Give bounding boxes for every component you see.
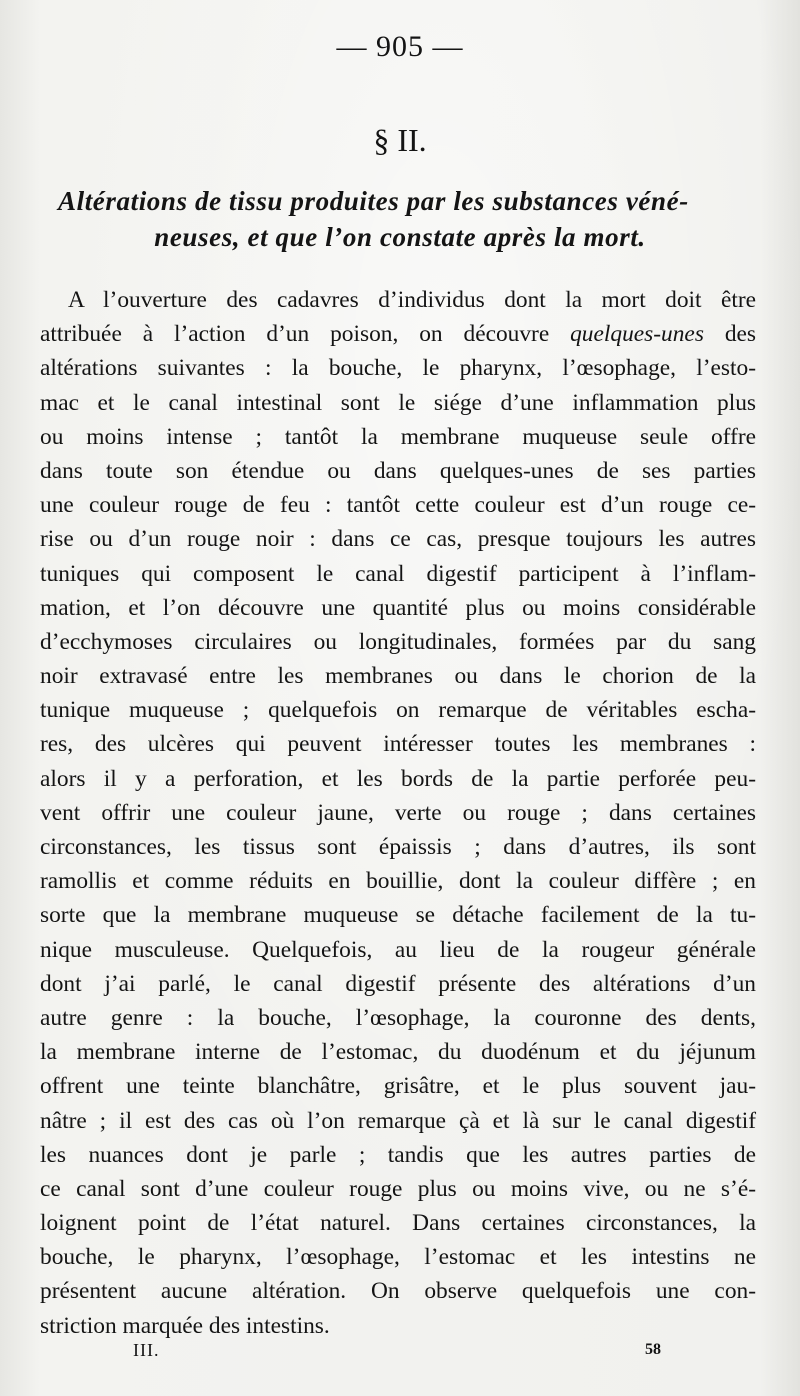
heading-line-1: Altérations de tissu produites par les substances véné- — [58, 186, 689, 216]
text-line: mation, et l’on découvre une quantité plus ou moins considérable — [40, 594, 756, 621]
text-line: d’ecchymoses circulaires ou longitudinales, formées par du sang — [40, 628, 756, 655]
text-line: ramollis et comme réduits en bouillie, dont la couleur diffère ; en — [40, 868, 756, 895]
text-line: tunique muqueuse ; quelquefois on remarque de véritables escha- — [40, 697, 756, 724]
text-line: bouche, le pharynx, l’œsophage, l’estomac et les intestins ne — [40, 1244, 756, 1271]
gathering-number: 58 — [645, 1341, 661, 1358]
text-line: sorte que la membrane muqueuse se détache facilement de la tu- — [40, 902, 756, 929]
text-line — [40, 317, 756, 351]
section-number: § II. — [373, 122, 427, 158]
text-line: ou moins intense ; tantôt la membrane muqueuse seule offre — [40, 423, 756, 450]
text-segment: attribuée à l’action d’un poison, on découvre — [40, 321, 571, 348]
text-line: vent offrir une couleur jaune, verte ou rouge ; dans certaines — [40, 799, 756, 826]
text-line: autre genre : la bouche, l’œsophage, la couronne des dents, — [40, 1004, 756, 1031]
text-line: nique musculeuse. Quelquefois, au lieu de la rougeur générale — [40, 936, 756, 963]
text-line: dans toute son étendue ou dans quelques-unes de ses parties — [40, 457, 756, 484]
text-line: altérations suivantes : la bouche, le pharynx, l’œsophage, l’esto- — [40, 355, 756, 382]
text-line: une couleur rouge de feu : tantôt cette couleur est d’un rouge ce- — [40, 492, 756, 519]
text-line: nâtre ; il est des cas où l’on remarque çà et là sur le canal digestif — [40, 1107, 756, 1134]
text-line: res, des ulcères qui peuvent intéresser toutes les membranes : — [40, 731, 756, 758]
text-line: noir extravasé entre les membranes ou dans le chorion de la — [40, 663, 756, 690]
italic-emphasis: quelques-unes — [570, 321, 704, 348]
text-line: loignent point de l’état naturel. Dans certaines circonstances, la — [40, 1210, 756, 1237]
body-paragraph — [40, 283, 756, 1343]
text-line: tuniques qui composent le canal digestif participent à l’inflam- — [40, 560, 756, 587]
text-line: circonstances, les tissus sont épaissis ; dans d’autres, ils sont — [40, 834, 756, 860]
heading-line-2: neuses, et que l’on constate après la mort. — [154, 222, 646, 252]
signature-mark: III. — [133, 1340, 160, 1360]
section-heading — [40, 183, 760, 255]
text-segment: des — [703, 321, 756, 348]
text-line: rise ou d’un rouge noir : dans ce cas, presque toujours les autres — [40, 526, 756, 553]
text-line: dont j’ai parlé, le canal digestif présente des altérations d’un — [40, 970, 756, 997]
running-head: — 905 — — [336, 30, 464, 63]
text-line: offrent une teinte blanchâtre, grisâtre, et le plus souvent jau- — [40, 1073, 756, 1100]
text-line: la membrane interne de l’estomac, du duodénum et du jéjunum — [40, 1039, 756, 1066]
text-line: alors il y a perforation, et les bords de la partie perforée peu- — [40, 765, 756, 792]
text-line: A l’ouverture des cadavres d’individus dont la mort doit être — [68, 287, 756, 313]
text-line: présentent aucune altération. On observe quelquefois une con- — [40, 1278, 756, 1305]
text-line: mac et le canal intestinal sont le siége d’une inflammation plus — [40, 389, 756, 416]
text-line: ce canal sont d’une couleur rouge plus ou moins vive, ou ne s’é- — [40, 1175, 756, 1202]
text-line: striction marquée des intestins. — [40, 1312, 330, 1339]
text-line: les nuances dont je parle ; tandis que les autres parties de — [40, 1141, 756, 1168]
